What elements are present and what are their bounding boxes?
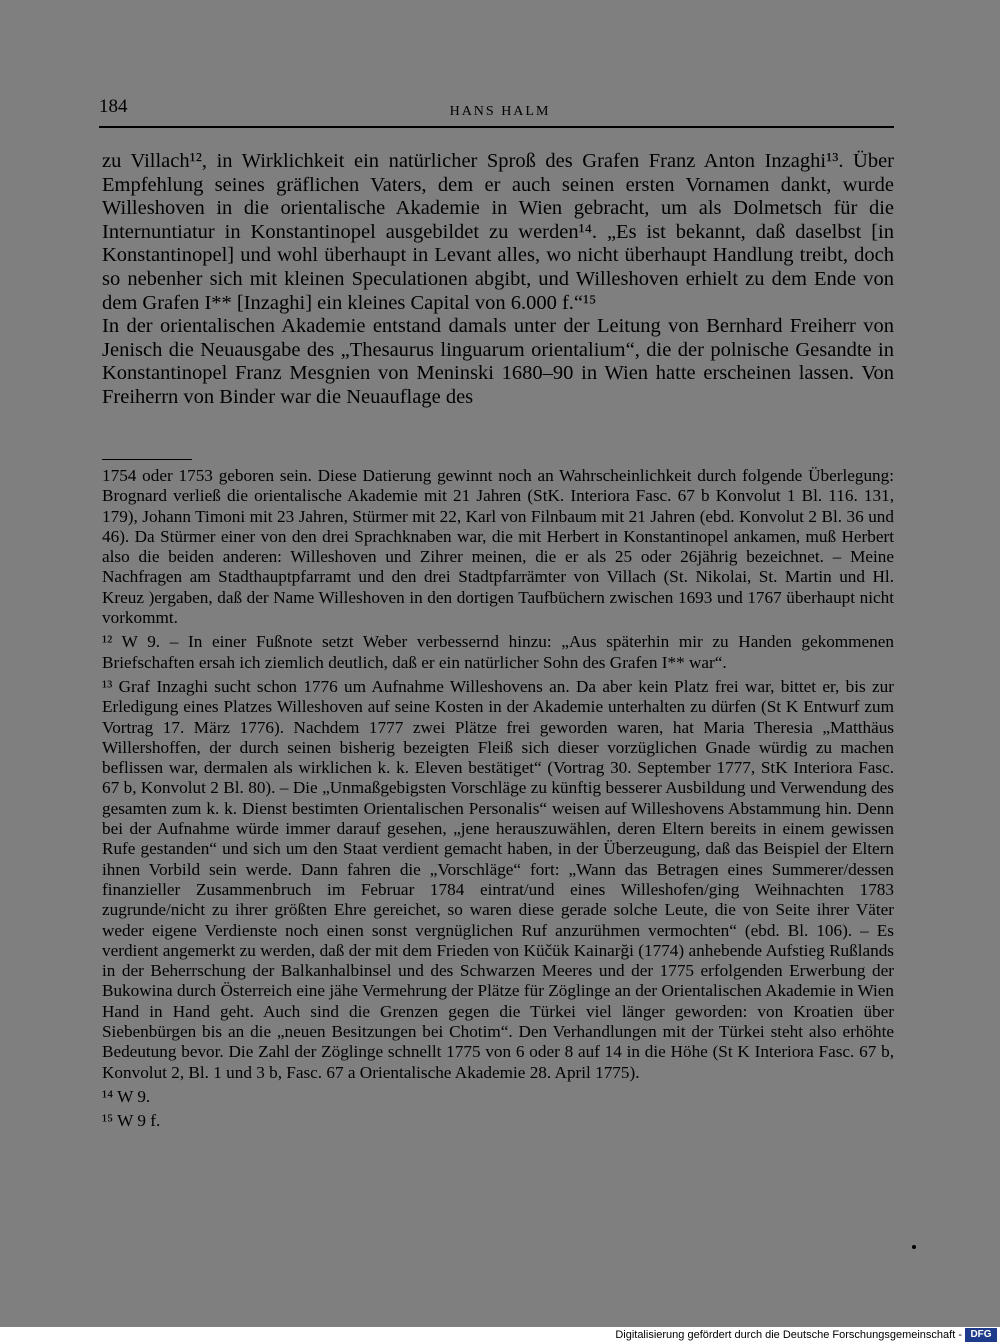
- main-text: [102, 150, 894, 410]
- paragraph: zu Villach¹², in Wirklichkeit ein natürlicher Sproß des Grafen Franz Anton Inzaghi¹³. Über Empfehlung seines gräflichen Vaters, dem er auch seinen ersten Vornamen dankt, wurde Willeshoven in die orientalische Akademie in Wien gebracht, um als Dolmetsch für die Internuntiatur in Konstantinopel ausgebildet zu werden¹⁴. „Es ist bekannt, daß daselbst [in Konstantinopel] und wohl überhaupt in Levant alles, wo nicht überhaupt Handlung treibt, doch so nebenher sich mit kleinen Speculationen abgibt, und Willeshoven erhielt zu dem Ende von dem Grafen I** [Inzaghi] ein kleines Capital von 6.000 f.“¹⁵: [102, 150, 894, 314]
- footnote-14: ¹⁴ W 9.: [102, 1086, 151, 1106]
- footnotes: [102, 466, 894, 1132]
- digitization-footer: [0, 1327, 1000, 1343]
- page-number: 184: [99, 96, 128, 117]
- footnote-15: ¹⁵ W 9 f.: [102, 1111, 161, 1131]
- dfg-logo-icon: DFG: [965, 1328, 997, 1342]
- paragraph: In der orientalischen Akademie entstand damals unter der Leitung von Bernhard Freiherr von Jenisch die Neuausgabe des „Thesaurus linguarum orientalium“, die der polnische Gesandte in Konstantinopel Franz Mesgnien von Meninski 1680–90 in Wien hatte erscheinen lassen. Von Freiherrn von Binder war die Neuauflage des: [102, 315, 894, 408]
- scan-speck: [912, 1245, 916, 1249]
- running-head: HANS HALM: [449, 104, 551, 119]
- dfg-credit-text: Digitalisierung gefördert durch die Deutsche Forschungsgemeinschaft -: [615, 1329, 962, 1341]
- footnote-13: ¹³ Graf Inzaghi sucht schon 1776 um Aufnahme Willeshovens an. Da aber kein Platz frei war, bittet er, bis zur Erledigung eines Platzes Willeshoven auf seine Kosten in der Akademie unterhalten zu dürfen (St K Entwurf zum Vortrag 17. März 1776). Nachdem 1777 zwei Plätze frei geworden waren, hat Maria Theresia „Matthäus Willershoffen, der durch seinen bisherig bezeigten Fleiß sich dieser vorzüglichen Gnade würdig zu machen beflissen war, dermalen als wirklichen k. k. Eleven bestätiget“ (Vortrag 30. September 1777, StK Interiora Fasc. 67 b, Konvolut 2 Bl. 80). – Die „Unmaßgebigsten Vorschläge zu künftig besserer Ausbildung und Verwendung des gesamten zum k. k. Dienst bestimten Orientalischen Personalis“ weisen auf Willeshovens Abstammung hin. Denn bei der Aufnahme würde immer darauf gesehen, „jene herauszuwählen, deren Eltern bereits in einem gewissen Rufe gestanden“ und sich um den Staat verdient gemacht haben, in der Überzeugung, daß das Beispiel der Eltern ihnen Vorbild sein werde. Dann fahren die „Vorschläge“ fort: „Wann das Betragen eines Summerer/dessen finanzieller Zusammenbruch im Februar 1784 eintrat/und eines Willeshofen/ging Weihnachten 1783 zugrunde/nicht zu ihrer größten Ehre gereichet, so waren diese gerade solche Leute, die von Seite ihrer Väter weder eigene Verdienste noch einen sonst vergnüglichen Ruf anzurühmen vermochten“ (ebd. Bl. 106). – Es verdient angemerkt zu werden, daß der mit dem Frieden von Küčük Kainarği (1774) anhebende Aufstieg Rußlands in der Beherrschung der Balkanhalbinsel und des Schwarzen Meeres und der 1775 erfolgenden Erwerbung der Bukowina durch Österreich eine jähe Vermehrung der Plätze für Zöglinge an der Orientalischen Akademie in Wien Hand in Hand geht. Auch sind die Grenzen gegen die Türkei viel länger geworden: von Kroatien über Siebenbürgen bis an die „neuen Besitzungen bei Chotim“. Den Verhandlungen mit der Türkei steht also erhöhte Bedeutung bevor. Die Zahl der Zöglinge schnellt 1775 von 6 oder 8 auf 14 in die Höhe (St K Interiora Fasc. 67 b, Konvolut 2, Bl. 1 und 3 b, Fasc. 67 a Orientalische Akademie 28. April 1775).: [102, 676, 894, 1082]
- footnote-11-continued: 1754 oder 1753 geboren sein. Diese Datierung gewinnt noch an Wahrscheinlichkeit durch folgende Überlegung: Brognard verließ die orientalische Akademie mit 21 Jahren (StK. Interiora Fasc. 67 b Konvolut 1 Bl. 116. 131, 179), Johann Timoni mit 23 Jahren, Stürmer mit 22, Karl von Filnbaum mit 21 Jahren (ebd. Konvolut 2 Bl. 36 und 46). Da Stürmer einer von den drei Sprachknaben war, die mit Herbert in Konstantinopel ankamen, muß Herbert also die beiden anderen: Willeshoven und Zihrer meinen, die er als 25 oder 26jährig bezeichnet. – Meine Nachfragen am Stadthauptpfarramt und den drei Stadtpfarrämter von Villach (St. Nikolai, St. Martin und Hl. Kreuz )ergaben, daß der Name Willeshoven in den dortigen Taufbüchern zwischen 1693 und 1767 überhaupt nicht vorkommt.: [102, 466, 894, 628]
- footnote-rule: [102, 459, 192, 460]
- header-rule: [99, 126, 894, 128]
- footnote-12: ¹² W 9. – In einer Fußnote setzt Weber verbessernd hinzu: „Aus späterhin mir zu Handen gekommenen Briefschaften ersah ich ziemlich deutlich, daß er ein natürlicher Sohn des Grafen I** war“.: [102, 632, 894, 672]
